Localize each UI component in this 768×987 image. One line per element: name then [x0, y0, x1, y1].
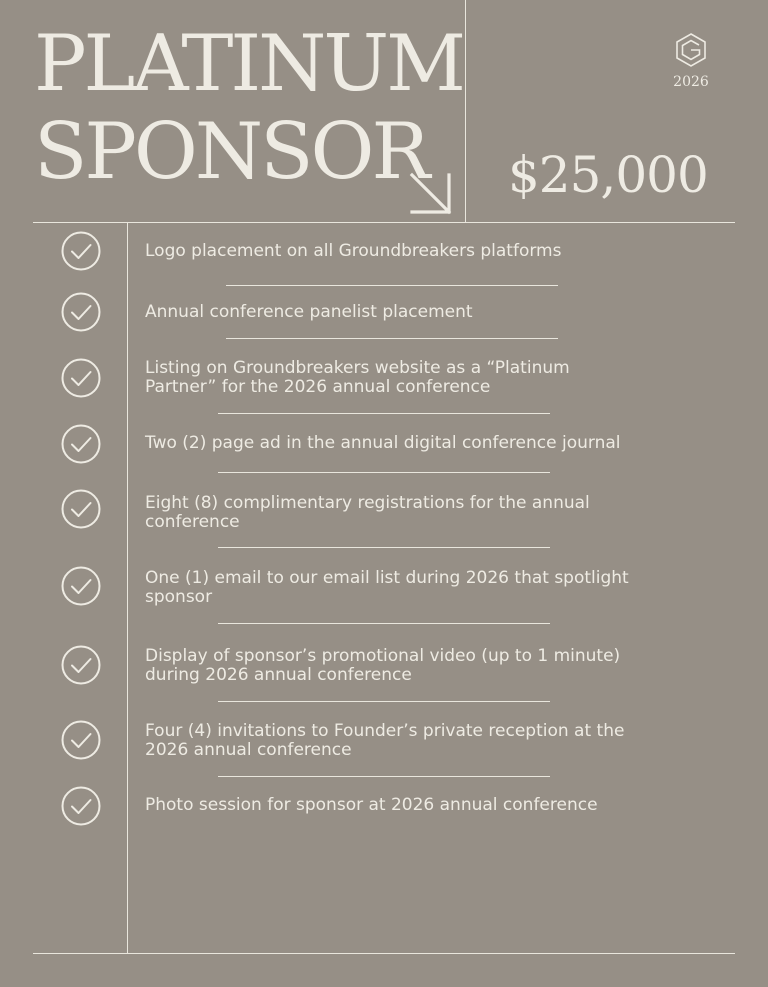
check-circle-icon — [61, 358, 101, 398]
benefit-text: Annual conference panelist placement — [145, 302, 473, 322]
benefit-text: Display of sponsor’s promotional video (up to 1 minute) during 2026 annual conference — [145, 646, 621, 685]
title-line-platinum: PLATINUM — [34, 19, 464, 109]
brand-logo — [672, 32, 710, 90]
logo-year: 2026 — [673, 74, 709, 90]
title-line-sponsor: SPONSOR — [34, 107, 428, 197]
arrow-down-right-icon — [409, 172, 455, 218]
benefit-divider — [218, 413, 550, 414]
benefit-text: Logo placement on all Groundbreakers platforms — [145, 241, 562, 261]
header-vertical-divider — [465, 0, 466, 223]
check-circle-icon — [61, 292, 101, 332]
check-circle-icon — [61, 489, 101, 529]
benefit-divider — [218, 547, 550, 548]
footer-horizontal-rule — [33, 953, 735, 954]
check-circle-icon — [61, 231, 101, 271]
groundbreakers-g-icon — [673, 32, 709, 68]
benefit-text: Photo session for sponsor at 2026 annual conference — [145, 795, 598, 815]
benefit-text: Four (4) invitations to Founder’s private reception at the 2026 annual conference — [145, 721, 625, 760]
check-circle-icon — [61, 786, 101, 826]
check-circle-icon — [61, 566, 101, 606]
benefit-text: One (1) email to our email list during 2026 that spotlight sponsor — [145, 568, 629, 607]
check-circle-icon — [61, 720, 101, 760]
benefit-divider — [218, 472, 550, 473]
checklist-vertical-rule — [127, 223, 128, 953]
benefit-divider — [226, 338, 558, 339]
sponsorship-price: $25,000 — [508, 146, 708, 204]
benefit-divider — [218, 776, 550, 777]
benefit-text: Eight (8) complimentary registrations for the annual conference — [145, 493, 590, 532]
benefit-text: Two (2) page ad in the annual digital conference journal — [145, 433, 621, 453]
benefit-divider — [218, 623, 550, 624]
benefit-text: Listing on Groundbreakers website as a “Platinum Partner” for the 2026 annual conference — [145, 358, 570, 397]
header-horizontal-rule — [33, 222, 735, 223]
benefit-divider — [226, 285, 558, 286]
check-circle-icon — [61, 424, 101, 464]
check-circle-icon — [61, 645, 101, 685]
benefit-divider — [218, 701, 550, 702]
